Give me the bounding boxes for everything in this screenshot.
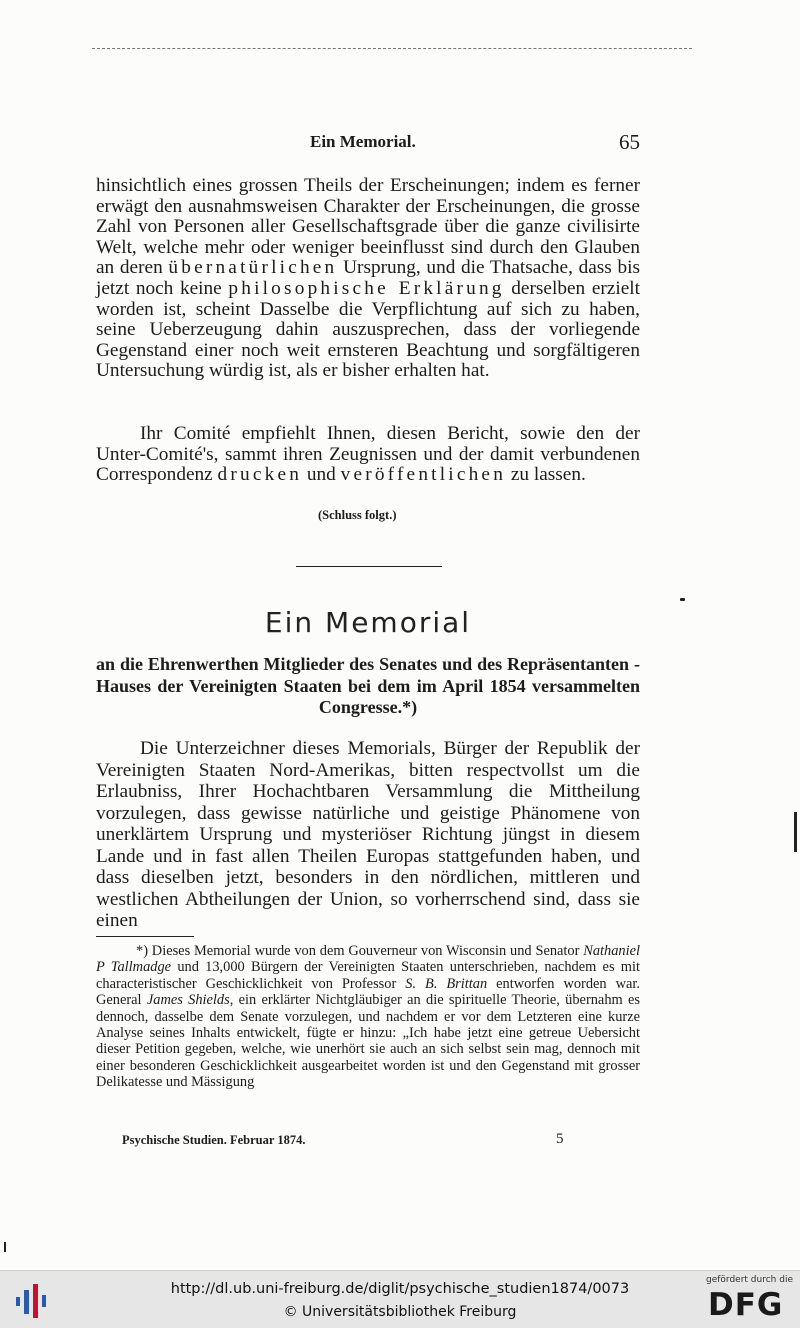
- dfg-logo-icon[interactable]: DFG: [708, 1287, 784, 1323]
- section-title: Ein Memorial: [264, 606, 472, 639]
- journal-footer: Psychische Studien. Februar 1874.: [122, 1133, 306, 1147]
- page-number: 65: [619, 130, 640, 154]
- running-header: [96, 132, 640, 162]
- edge-scan-mark: [794, 812, 797, 852]
- edge-scan-mark-left: [4, 1242, 6, 1252]
- section-subtitle: an die Ehrenwerthen Mitglieder des Senates und des Repräsentanten - Hauses der Vereinigten Staaten bei dem im April 1854 versammelten Congresse.*): [96, 654, 640, 717]
- memorial-body-text: Die Unterzeichner dieses Memorials, Bürger der Republik der Vereinigten Staaten Nord-Amerikas, bitten respectvollst um die Erlaubniss, Ihrer Hochachtbaren Versammlung die Mittheilung vorzulegen, dass gewisse natürliche und geistige Phänomene von unerklärtem Ursprung und mysteriöser Richtung jüngst in diesem Lande und in fast allen Theilen Europas stattgefunden haben, und dass dieselben jetzt, besonders in den nördlichen, mittleren und westlichen Abtheilungen der Union, so vorherrschend sind, dass sie einen: [96, 738, 640, 931]
- document-url-link[interactable]: http://dl.ub.uni-freiburg.de/diglit/psychische_studien1874/0073: [170, 1281, 630, 1297]
- signature-mark: 5: [556, 1131, 564, 1147]
- copyright-notice: © Universitätsbibliothek Freiburg: [283, 1304, 517, 1320]
- section-separator: [296, 566, 442, 567]
- footnote-rule: [96, 936, 194, 937]
- top-dashed-rule: [92, 48, 692, 49]
- ink-speck: [680, 598, 685, 601]
- to-be-continued-note: (Schluss folgt.): [318, 508, 397, 522]
- footnote: *) Dieses Memorial wurde von dem Gouverneur von Wisconsin und Senator Nathaniel P Tallmadge und 13,000 Bürgern der Vereinigten Staaten unterschrieben, nachdem es mit characteristischer Geschicklichkeit von Professor S. B. Brittan entworfen worden war. General James Shields, ein erklärter Nichtgläubiger an die spirituelle Theorie, übernahm es dennoch, dasselbe dem Senate vorzulegen, und nachdem er vor dem Letzteren eine kurze Analyse seines Inhalts entwickelt, fügte er hinzu: „Ich habe jetzt eine getreue Uebersicht dieser Petition gegeben, welche, wie unerhört sie auch an sich selbst sein mag, dennoch mit einer besonderen Geschicklichkeit ausgearbeitet worden ist und den Gegenstand mit grosser Delikatesse und Mässigung: [96, 943, 640, 1091]
- viewer-footer-bar: [0, 1270, 800, 1328]
- paragraph-1: hinsichtlich eines grossen Theils der Erscheinungen; indem es ferner erwägt den ausnahmsweisen Charakter der Erscheinungen, die grosse Zahl von Personen aller Gesellschaftsgrade über die ganze civilisirte Welt, welche mehr oder weniger beeinflusst sind durch den Glauben an deren übernatürlichen Ursprung, und die Thatsache, dass bis jetzt noch keine philosophische Erklärung derselben erzielt worden ist, scheint Dasselbe die Verpflichtung auf sich zu haben, seine Ueberzeugung dahin auszusprechen, dass der vorliegende Gegenstand einer noch weit ernsteren Beachtung und sorgfältigeren Untersuchung würdig ist, als er bisher erhalten hat.: [96, 175, 640, 382]
- dfg-tagline: gefördert durch die: [706, 1275, 793, 1285]
- paragraph-2: Ihr Comité empfiehlt Ihnen, diesen Bericht, sowie den der Unter-Comité's, sammt ihren Zeugnissen und der damit verbundenen Correspondenz drucken und veröffentlichen zu lassen.: [96, 423, 640, 486]
- running-title: Ein Memorial.: [310, 132, 416, 151]
